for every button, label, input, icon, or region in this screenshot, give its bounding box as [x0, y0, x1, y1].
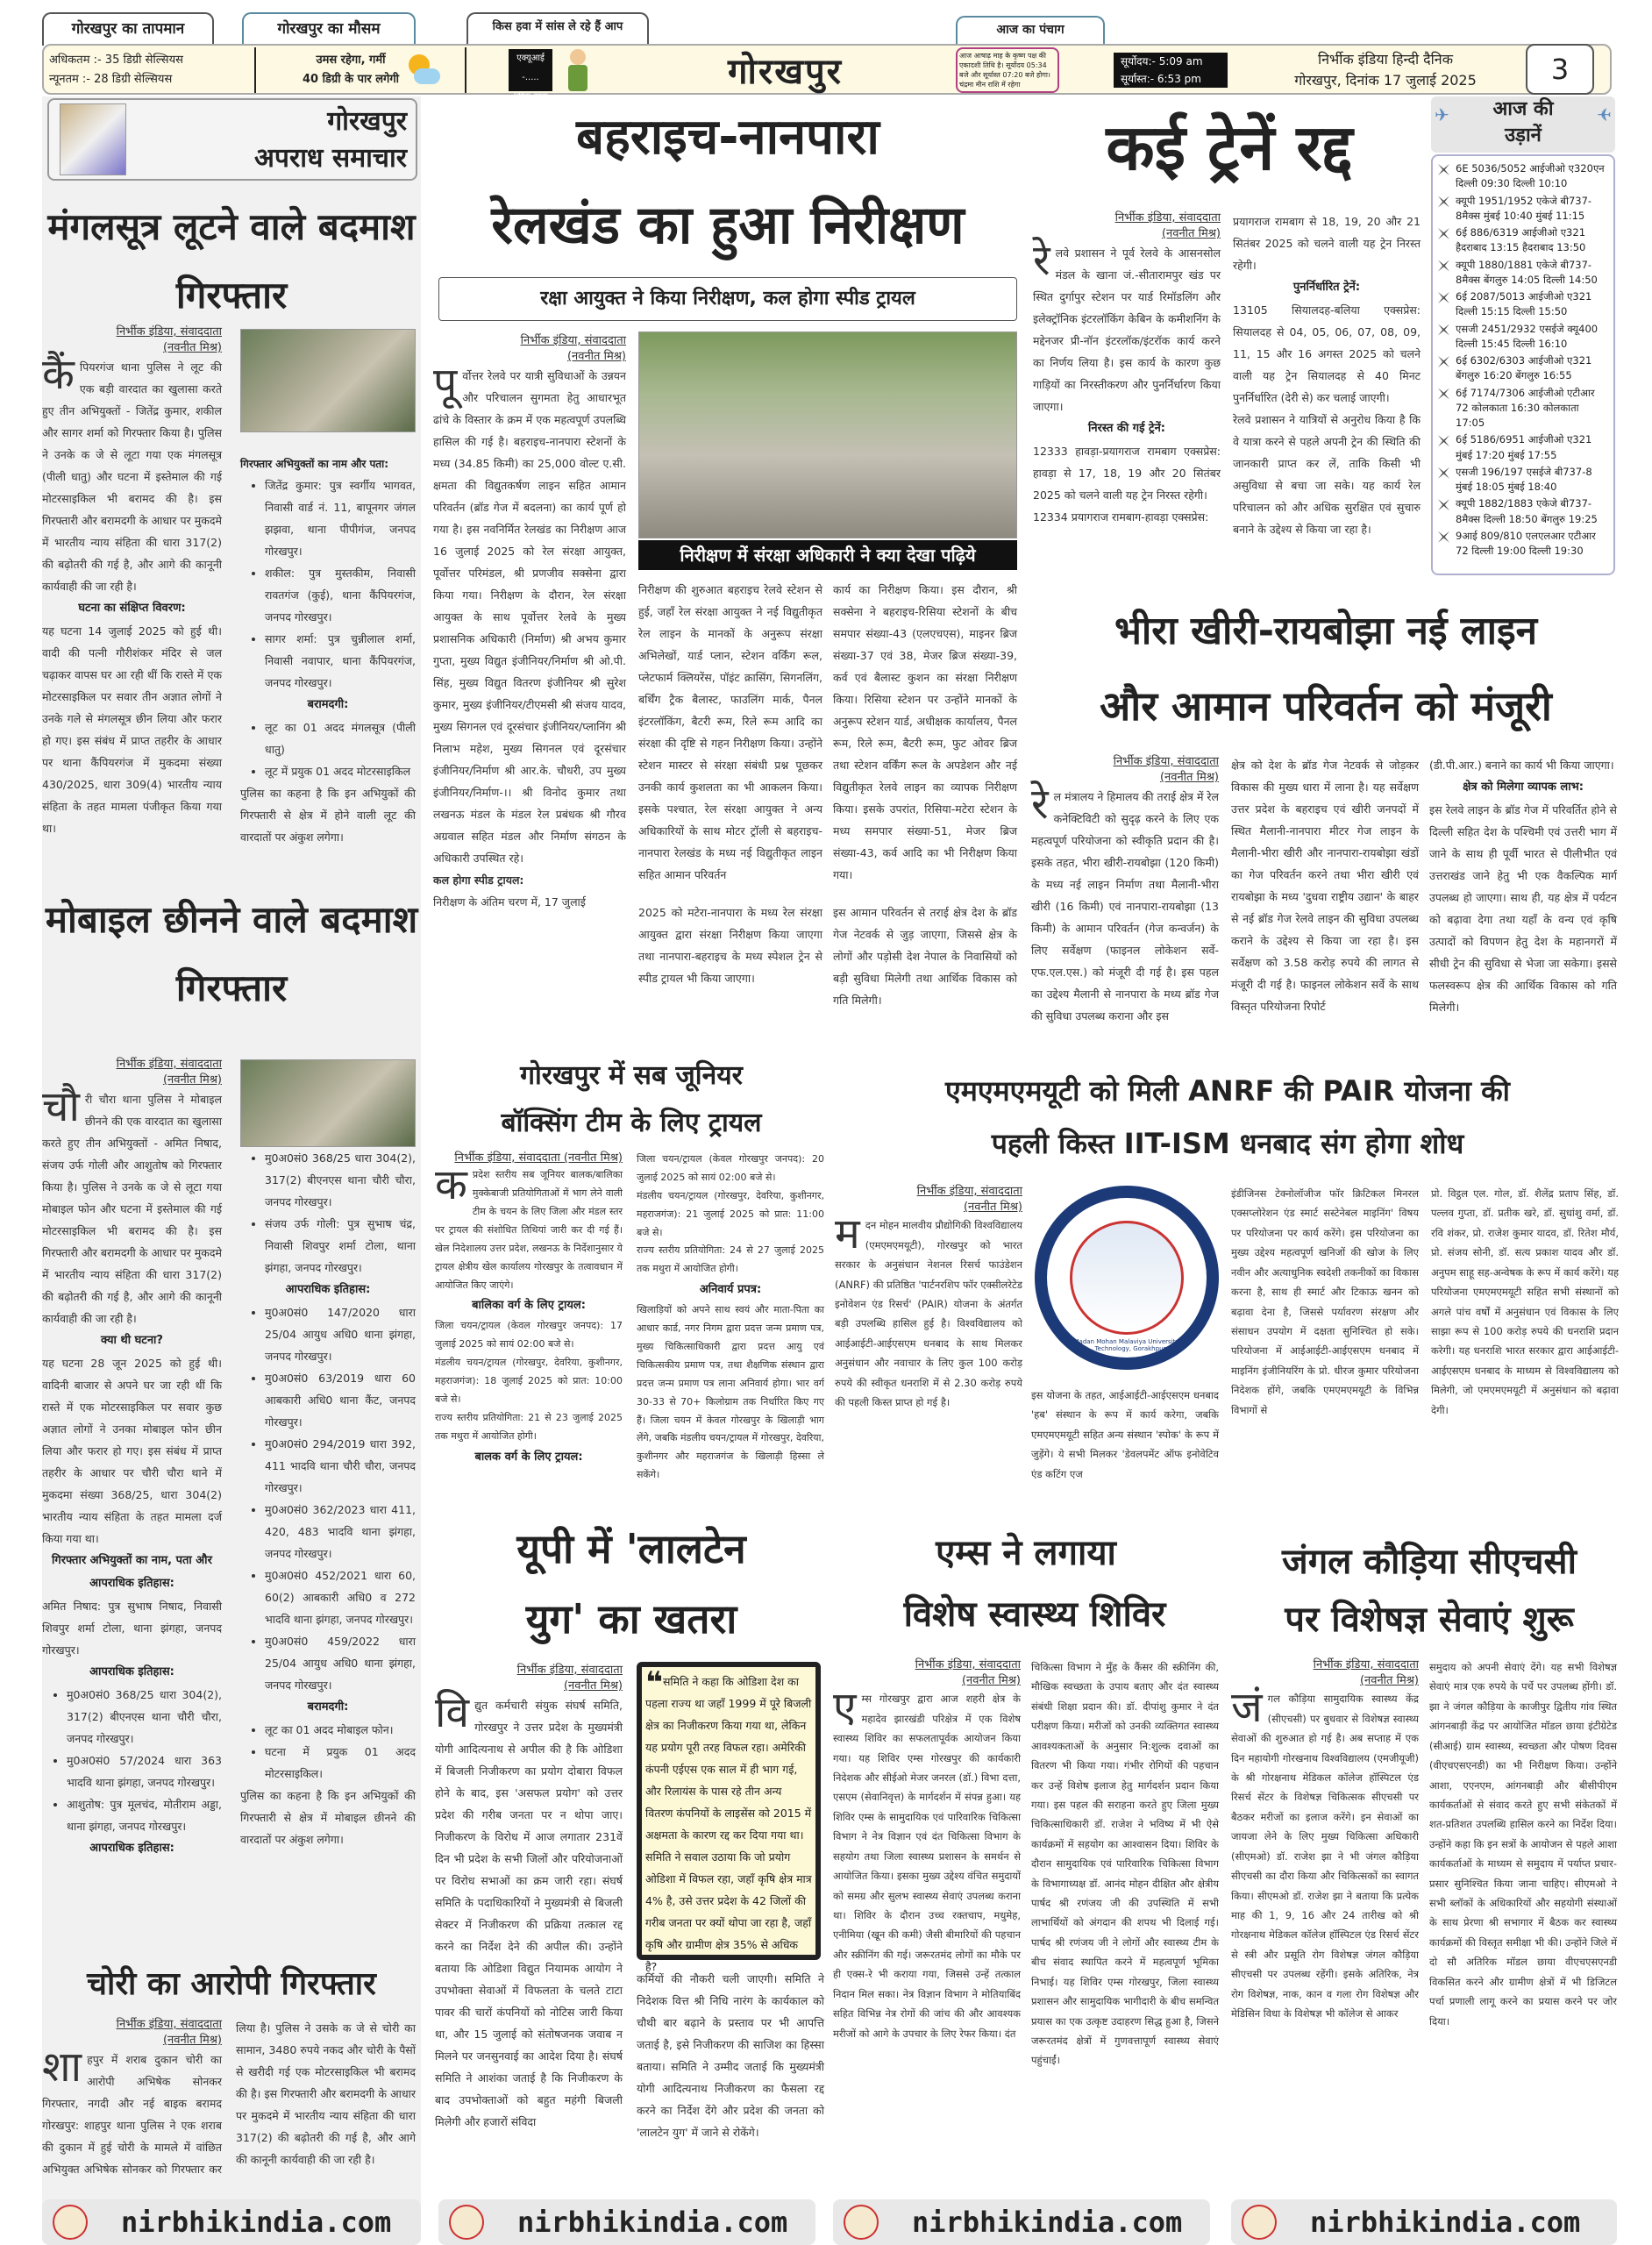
flight-item: एसजी 196/197 एसईजे बी737-8 मुंबई 18:05 मुंबई 18:40 [1436, 465, 1608, 495]
story2-closing: पुलिस का कहना है कि इन अभियुकों की गिरफ्तारी से क्षेत्र में मोबाइल छीनने की वारदातों पर अंकुश लगेगा। [240, 1789, 416, 1846]
child-coughing-icon [566, 49, 589, 91]
boxing-boys-3: राज्य स्तरीय प्रतियोगिता: 24 से 27 जुलाई 2025 तक मथुरा में आयोजित होगी। [637, 1244, 824, 1275]
aqi-status: (ठीक-ठाक है) [513, 92, 548, 121]
rail-col2: निरीक्षण की शुरुआत बहराइच रेलवे स्टेशन से हुई, जहाँ रेल संरक्षा आयुक्त ने नई विद्युतीकृत रेल लाइन के मानकों के अनुरूप संरक्षा अभिलेखों, यार्ड प्लान, स्टेशन वर्किंग रूल, प्लेटफार्म क्लियरेंस, पॉइंट क्रासिंग, सिगनलिंग, बर्थिंग ट्रैक बैलास्ट, फाउलिंग मार्क, पैनल इंटरलॉकिंग, बैटरी रूम, रिले रूम आदि का संरक्षा की दृष्टि से गहन निरीक्षण किया। उन्होंने स्टेशन मास्टर से संरक्षा संबंधी प्रश्न पूछकर उनकी कार्य कुशलता का भी आकलन किया। इसके पश्चात, रेल संरक्षा आयुक्त ने अन्य अधिकारियों के साथ मोटर ट्रॉली से बहराइच-नानपारा रेलखंड के मध्य नई विद्युतीकृत लाइन सहित आमान परिवर्तन [638, 583, 822, 881]
rail-subhead-speed: कल होगा स्पीड ट्रायल: [433, 873, 524, 887]
story1-body: पियरगंज थाना पुलिस ने लूट की एक बड़ी वारदात का खुलासा करते हुए तीन अभियुक्तों - जितेंद्र कुमार, शकील और सागर शर्मा को गिरफ्तार किया है। पुलिस ने उनके क जे से लूटा गया एक मंगलसूत्र (पीली धातु) और घटना में इस्तेमाल की गई मोटरसाइकिल भी बरामद की है। इस गिरफ्तारी और बरामदगी के आधार पर मुकदमे में भारतीय न्याय संहिता की धारा 317(2) की बढ़ोतरी की गई है, और आगे की कानूनी कार्यवाही की जा रही है। [42, 360, 222, 594]
rail-col1-end: निरीक्षण के अंतिम चरण में, 17 जुलाई [433, 895, 586, 909]
dropcap: चौ [42, 1082, 80, 1132]
bhira-col3-start: (डी.पी.आर.) बनाने का कार्य भी किया जाएगा। [1429, 759, 1614, 772]
list-item: • शकील: पुत्र मुस्तकीम, निवासी रावतगंज (कुई), थाना कैंपियरगंज, जनपद गोरखपुर। [265, 562, 416, 628]
byline: निर्भीक इंडिया, संवाददाता [516, 1664, 623, 1677]
boxing-col1: प्रदेश स्तरीय सब जूनियर बालक/बालिका मुक्केबाजी प्रतियोगिताओं में भाग लेने वाली टीम के चयन के लिए जिला और मंडल स्तर पर ट्रायल की संशोधित तिथियां जारी कर दी गई हैं। खेल निदेशालय उत्तर प्रदेश, लखनऊ के निर्देशानुसार ये ट्रायल क्षेत्रीय खेल कार्यालय गोरखपुर के तत्वावधान में आयोजित किए जाएंगे। [435, 1169, 623, 1291]
dropcap: जं [1231, 1683, 1263, 1733]
boxing-headline-2: बॉक्सिंग टीम के लिए ट्रायल [501, 1108, 762, 1138]
lantern-headline-1: यूपी में 'लालटेन [516, 1525, 746, 1572]
rail-inspection-photo [638, 331, 1017, 538]
flight-item: 6ई 6302/6303 आईजीओ ए321 बेंगलुरु 16:20 बेंगलुरु 16:55 [1436, 353, 1608, 384]
bhira-col2: क्षेत्र को देश के ब्रॉड गेज नेटवर्क से जोड़कर विकास की मुख्य धारा में लाना है। यह सर्वेक्षण उत्तर प्रदेश के बहराइच एवं खीरी जनपदों में स्थित मैलानी-नानपारा मीटर गेज लाइन के मैलानी-भीरा खीरी और नानपारा-रायबोझा खंडों का गेज परिवर्तन करने तथा भीरा खीरी एवं रायबोझा के मध्य 'दुधवा राष्ट्रीय उद्यान' के बाहर से नई ब्रॉड गेज रेलवे लाइन की सुविधा उपलब्ध कराने के उद्देश्य से किया जा रहा है। इस सर्वेक्षण को 3.58 करोड़ रुपये की लागत से मंजूरी दी गई है। फाइनल लोकेशन सर्वे के साथ विस्तृत परियोजना रिपोर्ट [1231, 759, 1419, 1013]
list-item: • जितेंद्र कुमार: पुत्र स्वर्गीय भागवत, निवासी वार्ड नं. 11, बापूनगर जंगल झझवा, थाना पीपीगंज, जनपद गोरखपुर। [265, 474, 416, 562]
story2-subhead-incident: क्या थी घटना? [101, 1334, 163, 1348]
chc-headline-2: पर विशेषज्ञ सेवाएं शुरू [1285, 1600, 1574, 1640]
trains-cancel2: 12334 प्रयागराज रामबाग-हावड़ा एक्सप्रेस: [1033, 510, 1209, 524]
list-item: • मु0अ0सं0 294/2019 धारा 392, 411 भादवि थाना चौरी चौरा, जनपद गोरखपुर। [265, 1433, 416, 1499]
flights-title-1: आज की [1492, 98, 1554, 120]
byline-name: (नवनीत मिश्र) [1359, 1674, 1419, 1688]
dateline: गोरखपुर, दिनांक 17 जुलाई 2025 [1294, 72, 1477, 89]
mmmut-headline-2: पहली किस्त IIT-ISM धनबाद संग होगा शोध [991, 1127, 1464, 1160]
boxing-girls-2: मंडलीय चयन/ट्रायल (गोरखपुर, देवरिया, कुशीनगर, महराजगंज): 18 जुलाई 2025 को प्रात: 10:00 बजे से। [435, 1357, 623, 1405]
flights-list [1431, 154, 1615, 575]
footer-link[interactable] [438, 2199, 815, 2245]
dropcap: रे [1033, 236, 1050, 286]
police-illustration [60, 103, 126, 175]
byline: निर्भीक इंडिया, संवाददाता [116, 2018, 222, 2031]
list-item: • मु0अ0सं0 368/25 धारा 304(2), 317(2) बीएनएस थाना चौरी चौरा, जनपद गोरखपुर। [67, 1684, 222, 1750]
story3-body: हपुर में शराब दुकान चोरी का आरोपी अभिषेक सोनकर गिरफ्तार, नगदी और नई बाइक बरामद गोरखपुर: शाहपुर थाना पुलिस ने एक शराब की दुकान में हुई चोरी के मामले में वांछित अभियुक्त अभिषेक सोनकर को गिरफ्तार कर लिया है। पुलिस ने उसके क जे से चोरी का सामान, 3480 रुपये नकद और चोरी के पैसों से खरीदी गई एक मोटरसाइकिल भी बरामद की है। इस गिरफ्तारी और बरामदगी के आधार पर मुकदमे में भारतीय न्याय संहिता की धारा 317(2) की बढ़ोतरी की गई है, और आगे की कानूनी कार्यवाही की जा रही है। [42, 2021, 416, 2177]
aiims-headline-1: एम्स ने लगाया [936, 1533, 1116, 1573]
list-item: • आशुतोष: पुत्र मूलचंद, मोतीराम अड्डा, थाना झंगहा, जनपद गोरखपुर। [67, 1793, 222, 1837]
lantern-col1: द्युत कर्मचारी संयुक संघर्ष समिति, गोरखपुर ने उत्तर प्रदेश के मुख्यमंत्री योगी आदित्यनाथ से अपील की है कि ओडिशा में बिजली निजीकरण का प्रयोग दोबारा विफल होने के बाद, इस 'असफल प्रयोग' को उत्तर प्रदेश की गरीब जनता पर न थोपा जाए। निजीकरण के विरोध में आज लगातार 231वें दिन भी प्रदेश के सभी जिलों और परियोजनाओं पर विरोध सभाओं का क्रम जारी रहा। संघर्ष समिति के पदाधिकारियों ने मुख्यमंत्री से बिजली सेक्टर में निजीकरण की प्रक्रिया तत्काल रद्द करने का निर्देश देने की अपील की। उन्होंने बताया कि ओडिशा विद्युत नियामक आयोग ने उपभोक्ता सेवाओं में विफलता के चलते टाटा पावर की चारों कंपनियों को नोटिस जारी किया था, और 15 जुलाई को संतोषजनक जवाब न मिलने पर जनसुनवाई का आदेश दिया है। संघर्ष समिति ने आशंका जताई है कि निजीकरण के बाद उपभोक्ताओं को बहुत महंगी बिजली मिलेगी और हजारों संविदा [435, 1699, 623, 2129]
footer-link[interactable] [1231, 2199, 1617, 2245]
story2-subhead-history: आपराधिक इतिहास: [89, 1665, 174, 1679]
lantern-col2-end: कर्मियों की नौकरी चली जाएगी। समिति ने निदेशक वित्त श्री निधि नारंग के कार्यकाल को चौथी बार बढ़ाने के प्रस्ताव पर भी आपत्ति जताई है, इसे निजीकरण की साजिश का हिस्सा बताया। समिति ने उम्मीद जताई कि मुख्यमंत्री योगी आदित्यनाथ निजीकरण का फैसला रद्द करने का निर्देश देंगे और प्रदेश की जनता को 'लालटेन युग' में जाने से रोकेंगे। [637, 1972, 824, 2139]
panchang-text: आज आषाढ़ माह के कृष्ण पक्ष की एकादशी तिथि है। सूर्योदय 05:34 बजे और सूर्यास्त 07:20 बजे होगा। चंद्रमा मीन राशि में रहेगा [956, 47, 1059, 93]
byline: निर्भीक इंडिया, संवाददाता [1313, 1658, 1419, 1671]
trains-cancel1: 12333 हावड़ा-प्रयागराज रामबाग एक्सप्रेस: हावड़ा से 17, 18, 19 और 20 सितंबर 2025 को चलने वाली यह ट्रेन निरस्त रहेगी। [1033, 445, 1221, 502]
trains-headline: कई ट्रेनें रद्द [1106, 110, 1353, 184]
footer-site-text: nirbhikindia.com [517, 2206, 788, 2239]
byline-name: (नवनीत मिश्र) [566, 350, 626, 364]
story1-subhead-incident: घटना का संक्षिप्त विवरण: [78, 602, 186, 616]
aiims-headline-2: विशेष स्वास्थ्य शिविर [903, 1594, 1166, 1635]
weather-tab: गोरखपुर का मौसम [242, 12, 416, 46]
flight-item: 6ई 5186/6951 आईजीओ ए321 मुंबई 17:20 मुंबई 17:55 [1436, 432, 1608, 463]
flights-title-2: उड़ानें [1505, 125, 1542, 146]
story2-subhead-history2: आपराधिक इतिहास: [89, 1842, 174, 1856]
rail-subhead: रक्षा आयुक्त ने किया निरीक्षण, कल होगा स्पीड ट्रायल [438, 277, 1017, 321]
story2-subhead-recovery: बरामदगी: [307, 1700, 349, 1714]
dropcap: वि [435, 1688, 470, 1738]
flight-item: क्यूपी 1882/1883 एकेजे बी737-8मैक्स दिल्ली 18:50 बेंगलुरु 19:25 [1436, 496, 1608, 527]
list-item: • मु0अ0सं0 368/25 धारा 304(2), 317(2) बीएनएस थाना चौरी चौरा, जनपद गोरखपुर। [265, 1147, 416, 1213]
story2-headline: मोबाइल छीनने वाले बदमाश गिरफ्तार [45, 898, 418, 1009]
paper-name: निर्भीक इंडिया हिन्दी दैनिक [1318, 51, 1453, 68]
temperature-tab: गोरखपुर का तापमान [42, 12, 214, 46]
rail-col3: कार्य का निरीक्षण किया। इस दौरान, श्री सक्सेना ने बहराइच-रिसिया स्टेशनों के बीच समपार संख्या-43 (एलएचएस), माइनर ब्रिज संख्या-37 एवं 38, मेजर ब्रिज संख्या-39, कर्व एवं बैलास्ट कुशन का संरक्षा निरीक्षण किया। रिसिया स्टेशन पर उन्होंने मानकों के अनुरूप स्टेशन यार्ड, अधीक्षक कार्यालय, पैनल रूम, रिले रूम, बैटरी रूम, फुट ओवर ब्रिज तथा स्टेशन वर्किंग रूल के अपडेशन और नई विद्युतीकृत रेलवे लाइन का व्यापक निरीक्षण किया। इसके उपरांत, रिसिया-मटेरा स्टेशन के मध्य समपार संख्या-51, मेजर ब्रिज संख्या-43, कर्व आदि का भी निरीक्षण किया गया। [833, 583, 1017, 881]
story2-photo [240, 1059, 416, 1147]
byline-name: (नवनीत मिश्र) [1159, 771, 1219, 785]
flight-item: 9आई 809/810 एलएलआर एटीआर 72 दिल्ली 19:00 दिल्ली 19:30 [1436, 529, 1608, 559]
story2-body: री चौरा थाना पुलिस ने मोबाइल छीनने की एक वारदात का खुलासा करते हुए तीन अभियुक्तों - अमित निषाद, संजय उर्फ गोली और आशुतोष को गिरफ्तार किया है। पुलिस ने उनके क जे से लूटा गया मोबाइल फोन और घटना में इस्तेमाल की गई मोटरसाइकिल भी बरामद की है। इस गिरफ्तारी और बरामदगी के आधार पर मुकदमे में भारतीय न्याय संहिता की धारा 317(2) की बढ़ोतरी की गई है, और आगे की कानूनी कार्यवाही की जा रही है। [42, 1093, 222, 1326]
rail-headline-1: बहराइच-नानपारा [576, 109, 879, 166]
byline-name: (नवनीत मिश्र) [162, 341, 222, 355]
dropcap: शा [42, 2042, 82, 2092]
boxing-subhead-docs: अनिवार्य प्रपत्र: [699, 1283, 762, 1297]
byline: निर्भीक इंडिया, संवाददाता [1113, 755, 1219, 768]
story1-headline: मंगलसूत्र लूटने वाले बदमाश गिरफ्तार [47, 205, 416, 317]
story2-subhead-history3: आपराधिक इतिहास: [285, 1283, 371, 1296]
story1-subhead-accused: गिरफ्तार अभियुक्तों का नाम और पता: [240, 458, 389, 470]
dropcap: कैं [42, 350, 75, 400]
quote-mark-icon: ❝ [645, 1665, 663, 1700]
boxing-boys-2: मंडलीय चयन/ट्रायल (गोरखपुर, देवरिया, कुशीनगर, महराजगंज): 21 जुलाई 2025 को प्रात: 11:00 बजे से। [637, 1189, 824, 1238]
dropcap: रे [1031, 780, 1049, 830]
flight-item: 6ई 7174/7306 आईजीओ एटीआर 72 कोलकाता 16:30 कोलकाता 17:05 [1436, 386, 1608, 431]
lantern-quote: समिति ने कहा कि ओडिशा देश का पहला राज्य था जहाँ 1999 में पूरे बिजली क्षेत्र का निजीकरण किया गया था, लेकिन यह प्रयोग पूरी तरह विफल रहा। अमेरिकी कंपनी एईएस एक साल में ही भाग गई, और रिलायंस के पास रहे तीन अन्य वितरण कंपनियों के लाइसेंस को 2015 में अक्षमता के कारण रद्द कर दिया गया था। समिति ने सवाल उठाया कि जो प्रयोग ओडिशा में विफल रहा, जहाँ कृषि क्षेत्र मात्र 4% है, उसे उत्तर प्रदेश के 42 जिलों की गरीब जनता पर क्यों थोपा जा रहा है, जहाँ कृषि और ग्रामीण क्षेत्र 35% से अधिक है? [645, 1675, 812, 1973]
mmmut-logo [1035, 1186, 1219, 1370]
mmmut-col2: इस योजना के तहत, आईआईटी-आईएसएम धनबाद 'हब' संस्थान के रूप में कार्य करेगा, जबकि एमएमएमयूटी सहित अन्य संस्थान 'स्पोक' के रूप में जुड़ेंगे। ये सभी मिलकर 'डेवलपमेंट ऑफ इनोवेटिव एंड कटिंग एज [1031, 1389, 1219, 1480]
mmmut-col1: दन मोहन मालवीय प्रौद्योगिकी विश्वविद्यालय (एमएमएमयूटी), गोरखपुर को भारत सरकार के अनुसंधान नेशनल रिसर्च फाउंडेशन (ANRF) की प्रतिष्ठित 'पार्टनरशिप फॉर एक्सीलरेटेड इनोवेशन एंड रिसर्च' (PAIR) योजना के अंतर्गत बड़ी उपलब्धि हासिल हुई है। विश्वविद्यालय को आईआईटी-आईएसएम धनबाद के साथ मिलकर अनुसंधान और नवाचार के लिए कुल 100 करोड़ रुपये की स्वीकृत धनराशि में से 2.30 करोड़ रुपये की पहली किस्त प्राप्त हो गई है। [835, 1219, 1022, 1409]
byline: निर्भीक इंडिया, संवाददाता [520, 334, 626, 347]
rail-col3-end: इस आमान परिवर्तन से तराई क्षेत्र देश के ब्रॉड गेज नेटवर्क से जुड़ जाएगा, जिससे क्षेत्र के लोगों और पड़ोसी देश नेपाल के निवासियों को बड़ी सुविधा मिलेगी तथा आर्थिक विकास को गति मिलेगी। [833, 906, 1017, 1007]
crime-banner-line1: गोरखपुर [327, 106, 407, 137]
weather-line1: उमस रहेगा, गर्मी [316, 53, 386, 67]
panchang-tab: आज का पंचाग [956, 16, 1105, 44]
list-item: • मु0अ0सं0 63/2019 धारा 60 आबकारी अधि0 थाना कैंट, जनपद गोरखपुर। [265, 1367, 416, 1433]
trains-subhead-cancelled: निरस्त की गई ट्रेनें: [1088, 422, 1165, 436]
nirbhik-logo-icon [53, 2205, 88, 2240]
rail-col2-end: 2025 को मटेरा-नानपारा के मध्य रेल संरक्षा आयुक्त द्वारा संरक्षा निरीक्षण किया जाएगा तथा नानपारा-बहराइच के मध्य स्पेशल ट्रेन से स्पीड ट्रायल भी किया जाएगा। [638, 906, 822, 985]
sun-cloud-icon [405, 53, 440, 88]
rail-col1: र्वोत्तर रेलवे पर यात्री सुविधाओं के उन्नयन और परिचालन सुगमता हेतु आधारभूत ढांचे के विस्तार के क्रम में एक महत्वपूर्ण उपलब्धि हासिल की गई है। बहराइच-नानपारा स्टेशनों के मध्य (34.85 किमी) का 25,000 वोल्ट ए.सी. क्षमता की विद्युतकर्षण लाइन सहित आमान परिवर्तन (ब्रॉड गेज में बदलना) का कार्य पूर्ण हो गया है। इस नवनिर्मित रेलखंड का निरीक्षण आज 16 जुलाई 2025 को रेल संरक्षा आयुक्त, पूर्वोत्तर परिमंडल, श्री प्रणजीव सक्सेना द्वारा किया गया। निरीक्षण के दौरान, रेल संरक्षा आयुक्त के साथ पूर्वोत्तर रेलवे के मुख्य प्रशासनिक अधिकारी (निर्माण) श्री अभय कुमार गुप्ता, मुख्य विद्युत इंजीनियर/निर्माण श्री ओ.पी. सिंह, मुख्य विद्युत वितरण इंजीनियर श्री सुरेश कुमार, मुख्य इंजीनियर/टीएमसी श्री संजय यादव, मुख्य सिगनल एवं दूरसंचार इंजीनियर/प्लानिंग श्री निलाभ महेश, मुख्य सिगनल एवं दूरसंचार इंजीनियर/निर्माण श्री आर.के. चौधरी, उप मुख्य इंजीनियर/निर्माण-।। श्री विनोद कुमार तथा लखनऊ मंडल के मंडल रेल प्रबंधक श्री गौरव अग्रवाल सहित मंडल और निर्माण संगठन के अधिकारी उपस्थित रहे। [433, 369, 626, 866]
mmmut-headline-1: एमएमएमयूटी को मिली ANRF की PAIR योजना की [945, 1074, 1510, 1108]
temp-min: न्यूनतम :- 28 डिग्री सेल्सियस [49, 73, 173, 86]
lantern-quote-box [637, 1662, 821, 1973]
boxing-subhead-girls: बालिका वर्ग के लिए ट्रायल: [472, 1299, 586, 1313]
airplane-icon: ✈ [1435, 104, 1449, 125]
lantern-headline-2: युग' का खतरा [525, 1595, 737, 1643]
list-item: • मु0अ0सं0 362/2023 धारा 411, 420, 483 भादवि थाना झंगहा, जनपद गोरखपुर। [265, 1499, 416, 1564]
mmmut-col4: प्रो. विट्ठल एल. गोल, डॉ. शैलेंद्र प्रताप सिंह, डॉ. पल्लव गुप्ता, डॉ. प्रतीक खरे, डॉ. सुधांशु वर्मा, डॉ. रवि शंकर, प्रो. राजेश कुमार यादव, डॉ. रितेश मौर्य, प्रो. संजय सोनी, डॉ. सत्य प्रकाश यादव और डॉ. अनुपम साहू सह-अन्वेषक के रूप में कार्य करेंगे। यह परियोजना एमएमएमयूटी सहित सभी संस्थानों को अगले पांच वर्षों में अनुसंधान एवं विकास के लिए साझा रूप से 100 करोड़ रुपये की धनराशि प्रदान करेगी। यह धनराशि भारत सरकार द्वारा आईआईटी-आईएसएम धनबाद के माध्यम से विश्वविद्यालय को मिलेगी, जो एमएमएमयूटी में अनुसंधान को बढ़ावा देगी। [1431, 1187, 1619, 1416]
list-item: • सागर शर्मा: पुत्र चुन्नीलाल शर्मा, निवासी नवापार, थाना कैंपियरगंज, जनपद गोरखपुर। [265, 628, 416, 694]
dropcap: ए [833, 1683, 857, 1733]
dropcap: क [435, 1160, 467, 1210]
trains-col1: लवे प्रशासन ने पूर्व रेलवे के आसनसोल मंडल के खाना जं.-सीतारामपुर खंड पर स्थित दुर्गापुर स्टेशन पर यार्ड रिमॉडलिंग और इलेक्ट्रॉनिक इंटरलॉकिंग केबिन के कमीशनिंग के मद्देनजर प्री-नॉन इंटरलॉक/इंटरॉक कार्य करने का निर्णय लिया है। इस कार्य के कारण कुछ गाड़ियों का निरस्तीकरण और पुनर्निर्धारण किया जाएगा। [1033, 246, 1221, 414]
list-item: • मु0अ0सं0 57/2024 धारा 363 भादवि थाना झंगहा, जनपद गोरखपुर। [67, 1750, 222, 1793]
bhira-col1: ल मंत्रालय ने हिमालय की तराई क्षेत्र में रेल कनेक्टिविटी को सुदृढ़ करने के लिए एक महत्वपूर्ण परियोजना को स्वीकृति प्रदान की है। इसके तहत, भीरा खीरी-रायबोझा (120 किमी) के मध्य नई लाइन निर्माण तथा मैलानी-भीरा खीरी (16 किमी) एवं नानपारा-रायबोझा (13 किमी) के आमान परिवर्तन (गेज कन्वर्जन) के लिए सर्वेक्षण (फाइनल लोकेशन सर्वे- एफ.एल.एस.) को मंजूरी दी गई है। इस पहल का उद्देश्य मैलानी से नानपारा के मध्य ब्रॉड गेज की सुविधा उपलब्ध कराना और इस [1031, 790, 1219, 1023]
boxing-boys-1: जिला चयन/ट्रायल (केवल गोरखपुर जनपद): 20 जुलाई 2025 को सायं 02:00 बजे से। [637, 1153, 824, 1183]
boxing-girls-1: जिला चयन/ट्रायल (केवल गोरखपुर जनपद): 17 जुलाई 2025 को सायं 02:00 बजे से। [435, 1320, 623, 1351]
byline-name: (नवनीत मिश्र) [961, 1674, 1021, 1688]
aqi-value: एक्यूआई -..... [516, 53, 545, 82]
boxing-headline-1: गोरखपुर में सब जूनियर [520, 1060, 743, 1091]
byline: निर्भीक इंडिया, संवाददाता [915, 1658, 1021, 1671]
footer-site-text: nirbhikindia.com [912, 2206, 1183, 2239]
story3-headline: चोरी का आरोपी गिरफ्तार [87, 1966, 376, 2002]
sunset-time: सूर्यास्त:- 6:53 pm [1121, 73, 1201, 85]
aiims-col2: चिकित्सा विभाग ने मुँह के कैंसर की स्क्रीनिंग की, मौखिक स्वच्छता के उपाय बताए और दंत स्वास्थ्य संबंधी शिक्षा प्रदान की। डॉ. दीपांशु कुमार ने दंत परीक्षण किया। मरीजों को उनकी व्यक्तिगत स्वास्थ्य आवश्यकताओं के अनुसार नि:शुल्क दवाओं का वितरण भी किया गया। गंभीर रोगियों की पहचान कर उन्हें विशेष इलाज हेतु मार्गदर्शन प्रदान किया गया। इस पहल की सराहना करते हुए जिला मुख्य चिकित्साधिकारी डॉ. राजेश ने भविष्य में भी ऐसे कार्यक्रमों में सहयोग का आश्वासन दिया। शिविर के दौरान सामुदायिक एवं पारिवारिक चिकित्सा विभाग के विभागाध्यक्ष डॉ. आनंद मोहन दीक्षित और क्षेत्रीय पार्षद श्री रणंजय जी की उपस्थिति में सभी लाभार्थियों को अंगदान की शपथ भी दिलाई गई। पार्षद श्री रणंजय जी ने लोगों और स्वास्थ्य टीम के बीच संवाद स्थापित करने में महत्वपूर्ण भूमिका निभाई। यह शिविर एम्स गोरखपुर, जिला स्वास्थ्य प्रशासन और सामुदायिक भागीदारी के बीच समन्वित प्रयास का एक उत्कृष्ट उदाहरण सिद्ध हुआ है, जिसने जरूरतमंद क्षेत्रों में गुणवत्तापूर्ण स्वास्थ्य सेवाएं पहुंचाईं। [1031, 1661, 1219, 2067]
byline-name: (नवनीत मिश्र) [162, 1073, 222, 1087]
bhira-headline-1: भीरा खीरी-रायबोझा नई लाइन [1114, 609, 1538, 653]
footer-link[interactable] [42, 2199, 421, 2245]
airplane-icon: ✈ [1597, 104, 1612, 125]
dropcap: पू [433, 359, 458, 409]
footer-site-text: nirbhikindia.com [1310, 2206, 1581, 2239]
boxing-docs: खिलाड़ियों को अपने साथ स्वयं और माता-पिता का आधार कार्ड, नगर निगम द्वारा प्रदत्त जन्म प्रमाण पत्र, मुख्य चिकित्साधिकारी द्वारा प्रदत्त आयु एवं चिकित्सकीय प्रमाण पत्र, तथा शैक्षणिक संस्थान द्वारा प्रदत्त जन्म प्रमाण पत्र लाना अनिवार्य होगा। भार वर्ग 30-33 से 70+ किलोग्राम तक निर्धारित किए गए हैं। जिला चयन में केवल गोरखपुर के खिलाड़ी भाग लेंगे, जबकि मंडलीय चयन/ट्रायल में गोरखपुर, देवरिया, कुशीनगर और महराजगंज के खिलाड़ी हिस्सा ले सकेंगे। [637, 1304, 824, 1481]
trains-col2-start: प्रयागराज रामबाग से 18, 19, 20 और 21 सितंबर 2025 को चलने वाली यह ट्रेन निरस्त रहेगी। [1233, 215, 1421, 272]
list-item: • मु0अ0सं0 147/2020 धारा 25/04 आयुध अधि0 थाना झंगहा, जनपद गोरखपुर। [265, 1301, 416, 1367]
rail-headline-2: रेलखंड का हुआ निरीक्षण [491, 195, 965, 256]
flight-item: एसजी 2451/2932 एसईजे क्यू400 दिल्ली 15:45 दिल्ली 16:10 [1436, 322, 1608, 353]
aiims-col1: म्स गोरखपुर द्वारा आज शहरी क्षेत्र के महादेव झारखंडी परिक्षेत्र में एक विशेष स्वास्थ्य शिविर का सफलतापूर्वक आयोजन किया गया। यह शिविर एम्स गोरखपुर की कार्यकारी निदेशक और सीईओ मेजर जनरल (डॉ.) विभा दत्ता, एसएम (सेवानिवृत्त) के मार्गदर्शन में संपन्न हुआ। यह शिविर एम्स के सामुदायिक एवं पारिवारिक चिकित्सा विभाग ने नेत्र विज्ञान एवं दंत चिकित्सा विभाग के सहयोग तथा जिला स्वास्थ्य प्रशासन के समर्थन से आयोजित किया। इसका मुख्य उद्देश्य वंचित समुदायों को समग्र और सुलभ स्वास्थ्य सेवाएं उपलब्ध कराना था। शिविर के दौरान उच्च रक्तचाप, मधुमेह, एनीमिया (खून की कमी) जैसी बीमारियों की पहचान और स्क्रीनिंग की गई। जरूरतमंद लोगों का मौके पर ही एक्स-रे भी कराया गया, जिससे उन्हें तत्काल निदान मिल सका। नेत्र विज्ञान विभाग ने मोतियाबिंद सहित विभिन्न नेत्र रोगों की जांच की और आवश्यक मरीजों को आगे के उपचार के लिए रेफर किया। दंत [833, 1693, 1021, 2040]
byline: निर्भीक इंडिया, संवाददाता [116, 1058, 222, 1071]
sunrise-time: सूर्योदय:- 5:09 am [1121, 55, 1203, 68]
flight-item: क्यूपी 1880/1881 एकेजे बी737-8मैक्स बेंगलुरु 14:05 दिल्ली 14:50 [1436, 258, 1608, 289]
story1-closing: पुलिस का कहना है कि इन अभियुकों की गिरफ्तारी से क्षेत्र में होने वाली लूट की वारदातों पर अंकुश लगेगा। [240, 787, 416, 844]
list-item: • लूट का 01 अदद मंगलसूत्र (पीली धातु) [265, 716, 416, 760]
crime-banner-line2: अपराध समाचार [254, 143, 407, 174]
mmmut-col3: इंडीजिनस टेक्नोलॉजीज फॉर क्रिटिकल मिनरल एक्सप्लोरेशन एंड स्मार्ट सस्टेनेबल माइनिंग' विषय पर परियोजना पर कार्य करेंगे। इस परियोजना का मुख्य उद्देश्य महत्वपूर्ण खनिजों की खोज के लिए नवीन और अत्याधुनिक स्वदेशी तकनीकों का विकास करना है, साथ ही स्मार्ट और टिकाऊ खनन को बढ़ावा देना है, जिससे पर्यावरण संरक्षण और संसाधन उपयोग में दक्षता सुनिश्चित हो सके। परियोजना में आईआईटी-आईएसएम धनबाद में माइनिंग इंजीनियरिंग के प्रो. धीरज कुमार परियोजना निदेशक होंगे, जबकि एमएमएमयूटी के विभिन्न विभागों से [1231, 1187, 1419, 1416]
list-item: • लूट का 01 अदद मोबाइल फोन। [265, 1719, 416, 1741]
dropcap: म [835, 1209, 860, 1259]
trains-subhead-rescheduled: पुनर्निर्धारित ट्रेनें: [1292, 281, 1361, 294]
list-item: • लूट में प्रयुक 01 अदद मोटरसाइकिल [265, 760, 416, 782]
boxing-subhead-boys: बालक वर्ग के लिए ट्रायल: [474, 1450, 583, 1464]
nirbhik-logo-icon [449, 2205, 484, 2240]
city-title: गोरखपुर [728, 52, 844, 92]
rail-photo-caption: निरीक्षण में संरक्षा अधिकारी ने क्या देखा पढ़िये [638, 540, 1017, 570]
chc-col2: समुदाय को अपनी सेवाएं देंगे। यह सभी विशेषज्ञ सेवाएं मात्र एक रुपये के पर्चे पर उपलब्ध होंगी। डॉ. झा ने जंगल कौड़िया के काजीपुर द्वितीय गांव स्थित आंगनबाड़ी केंद्र पर आयोजित मॉडल छाया इंटीग्रेटेड (सीआई) ग्राम स्वास्थ्य, स्वच्छता और पोषण दिवस (वीएचएसएनडी) का भी निरीक्षण किया। उन्होंने आशा, एएनएम, आंगनबाड़ी और बीसीपीएम कार्यकर्ताओं से संवाद करते हुए सभी संकेतकों में शत-प्रतिशत उपलब्धि हासिल करने का निर्देश दिया। उन्होंने कहा कि इन सत्रों के आयोजन से पहले आशा कार्यकर्ताओं के माध्यम से समुदाय में पर्याप्त प्रचार-प्रसार सुनिश्चित किया जाना चाहिए। सीएमओ ने सभी ब्लॉकों के अधिकारियों और सहयोगी संस्थाओं के साथ प्रेरणा श्री सभागार में बैठक कर स्वास्थ्य कार्यक्रमों की विस्तृत समीक्षा भी की। उन्होंने जिले में दो सौ अतिरिक मॉडल छाया वीएचएसएनडी विकसित करने और ग्रामीण क्षेत्रों में भी डिजिटल पर्चा प्रणाली लागू करने का प्रयास करने पर जोर दिया। [1429, 1661, 1617, 2028]
page-number: 3 [1526, 44, 1594, 95]
byline: निर्भीक इंडिया, संवाददाता [116, 325, 222, 339]
byline-name: (नवनीत मिश्र) [162, 2034, 222, 2048]
list-item: • संजय उर्फ गोली: पुत्र सुभाष चंद्र, निवासी शिवपुर शर्मा टोला, थाना झंगहा, जनपद गोरखपुर। [265, 1213, 416, 1279]
story1-subhead-recovery: बरामदगी: [307, 698, 349, 711]
nirbhik-logo-icon [844, 2205, 879, 2240]
story1-incident: यह घटना 14 जुलाई 2025 को हुई थी। वादी की पत्नी गौरीशंकर मंदिर से जल चढ़ाकर वापस घर आ रही थीं कि रास्ते में एक मोटरसाइकिल पर सवार तीन अज्ञात लोगों ने उनके गले से मंगलसूत्र छीन लिया और फरार हो गए। इस संबंध में प्राप्त तहरीर के आधार पर थाना कैंपियरगंज में मुकदमा संख्या 430/2025, धारा 309(4) भारतीय न्याय संहिता के तहत मामला पंजीकृत किया गया था। [42, 624, 222, 836]
nirbhik-logo-icon [1242, 2205, 1277, 2240]
story2-subhead-accused: गिरफ्तार अभियुक्तों का नाम, पता और आपराधिक इतिहास: [52, 1554, 212, 1591]
flight-item: 6ई 886/6319 आईजीओ ए321 हैदराबाद 13:15 हैदराबाद 13:50 [1436, 225, 1608, 256]
story2-amit: अमित निषाद: पुत्र सुभाष निषाद, निवासी शिवपुर शर्मा टोला, थाना झंगहा, जनपद गोरखपुर। [42, 1600, 222, 1657]
byline: निर्भीक इंडिया, संवाददाता (नवनीत मिश्र) [454, 1151, 623, 1165]
bhira-col3: इस रेलवे लाइन के ब्रॉड गेज में परिवर्तित होने से दिल्ली सहित देश के पश्चिमी एवं उत्तरी भाग में जाने के साथ ही पूर्वी भारत से पीलीभीत एवं उत्तराखंड जाने हेतु भी एक वैकल्पिक मार्ग उपलब्ध हो जाएगा। साथ ही, यह क्षेत्र में पर्यटन को बढ़ावा देगा तथा यहाँ के वन्य एवं कृषि उत्पादों को विपणन हेतु देश के महानगरों में सीधी ट्रेन की सुविधा से भेजा जा सकेगा। इससे फलस्वरूप क्षेत्र की आर्थिक विकास को गति मिलेगी। [1429, 803, 1617, 1014]
chc-col1: गल कौड़िया सामुदायिक स्वास्थ्य केंद्र (सीएचसी) पर बुधवार से विशेषज्ञ स्वास्थ्य सेवाओं की शुरुआत हो गई है। अब सप्ताह में एक दिन महायोगी गोरखनाथ विश्वविद्यालय (एमजीयूजी) के श्री गोरक्षनाथ मेडिकल कॉलेज हॉस्पिटल एंड रिसर्च सेंटर के विशेषज्ञ चिकित्सक सीएचसी पर बैठकर मरीजों का इलाज करेंगे। इन सेवाओं का जायजा लेने के लिए मुख्य चिकित्सा अधिकारी (सीएमओ) डॉ. राजेश झा ने भी जंगल कौड़िया सीएचसी का दौरा किया और चिकित्सकों का स्वागत किया। सीएमओ डॉ. राजेश झा ने बताया कि प्रत्येक माह की 1, 9, 16 और 24 तारीख को श्री गोरक्षनाथ मेडिकल कॉलेज हॉस्पिटल एंड रिसर्च सेंटर से स्त्री और प्रसूति रोग विशेषज्ञ जंगल कौड़िया सीएचसी पर उपलब्ध रहेंगी। इसके अतिरिक, नेत्र रोग विशेषज्ञ, नाक, कान व गला रोग विशेषज्ञ और मेडिसिन विधा के विशेषज्ञ भी कॉलेज से आकर [1231, 1693, 1419, 2020]
bhira-subhead: क्षेत्र को मिलेगा व्यापक लाभ: [1463, 780, 1584, 794]
story1-photo [240, 329, 416, 432]
flight-item: क्यूपी 1951/1952 एकेजे बी737-8मैक्स मुंबई 10:40 मुंबई 11:15 [1436, 194, 1608, 224]
trains-appeal: रेलवे प्रशासन ने यात्रियों से अनुरोध किया है कि वे यात्रा करने से पहले अपनी ट्रेन की स्थिति की जानकारी प्राप्त कर लें, ताकि किसी भी असुविधा से बचा जा सके। यह कार्य रेल परिचालन को और अधिक सुरक्षित एवं सुचारु बनाने के उद्देश्य से किया जा रहा है। [1233, 413, 1421, 536]
trains-rescheduled: 13105 सियालदह-बलिया एक्सप्रेस: सियालदह से 04, 05, 06, 07, 08, 09, 11, 15 और 16 अगस्त 2025 को चलने वाली यह ट्रेन सियालदह से 40 मिनट पुनर्निर्धारित (देरी से) कर चलाई जाएगी। [1233, 303, 1421, 404]
mmmut-logo-text: Madan Mohan Malaviya University of Technology, Gorakhpur [1073, 1338, 1187, 1352]
byline: निर्भीक इंडिया, संवाददाता [916, 1185, 1022, 1198]
boxing-girls-3: राज्य स्तरीय प्रतियोगिता: 21 से 23 जुलाई 2025 तक मथुरा में आयोजित होगी। [435, 1411, 623, 1442]
footer-site-text: nirbhikindia.com [121, 2206, 392, 2239]
crime-banner [47, 98, 417, 181]
byline-name: (नवनीत मिश्र) [563, 1679, 623, 1693]
weather-line2: 40 डिग्री के पार लगेगी [302, 73, 400, 86]
byline: निर्भीक इंडिया, संवाददाता [1114, 211, 1221, 224]
list-item: • मु0अ0सं0 459/2022 धारा 25/04 आयुध अधि0 थाना झंगहा, जनपद गोरखपुर। [265, 1630, 416, 1696]
flight-item: 6ई 2087/5013 आईजीओ ए321 दिल्ली 15:15 दिल्ली 15:50 [1436, 289, 1608, 320]
flight-item: 6E 5036/5052 आईजीओ ए320एन दिल्ली 09:30 दिल्ली 10:10 [1436, 161, 1608, 192]
temp-max: अधिकतम :- 35 डिग्री सेल्सियस [49, 53, 183, 67]
flights-header [1431, 96, 1615, 153]
chc-headline-1: जंगल कौड़िया सीएचसी [1282, 1542, 1577, 1582]
footer-link[interactable] [833, 2199, 1210, 2245]
list-item: • घटना में प्रयुक 01 अदद मोटरसाइकिल। [265, 1741, 416, 1785]
story2-incident: यह घटना 28 जून 2025 को हुई थी। वादिनी बाजार से अपने घर जा रही थीं कि रास्ते में एक मोटरसाइकिल पर सवार कुछ अज्ञात लोगों ने उनका मोबाइल फोन छीन लिया और फरार हो गए। इस संबंध में प्राप्त तहरीर के आधार पर चौरी चौरा थाने में मुकदमा संख्या 368/25, धारा 304(2) भारतीय न्याय संहिता के तहत मामला दर्ज किया गया था। [42, 1357, 222, 1546]
byline-name: (नवनीत मिश्र) [963, 1201, 1022, 1215]
air-quality-tab: किस हवा में सांस ले रहे हैं आप [466, 12, 649, 46]
byline-name: (नवनीत मिश्र) [1161, 227, 1221, 241]
bhira-headline-2: और आमान परिवर्तन को मंजूरी [1100, 682, 1552, 730]
list-item: • मु0अ0सं0 452/2021 धारा 60, 60(2) आबकारी अधि0 व 272 भादवि थाना झंगहा, जनपद गोरखपुर। [265, 1564, 416, 1630]
